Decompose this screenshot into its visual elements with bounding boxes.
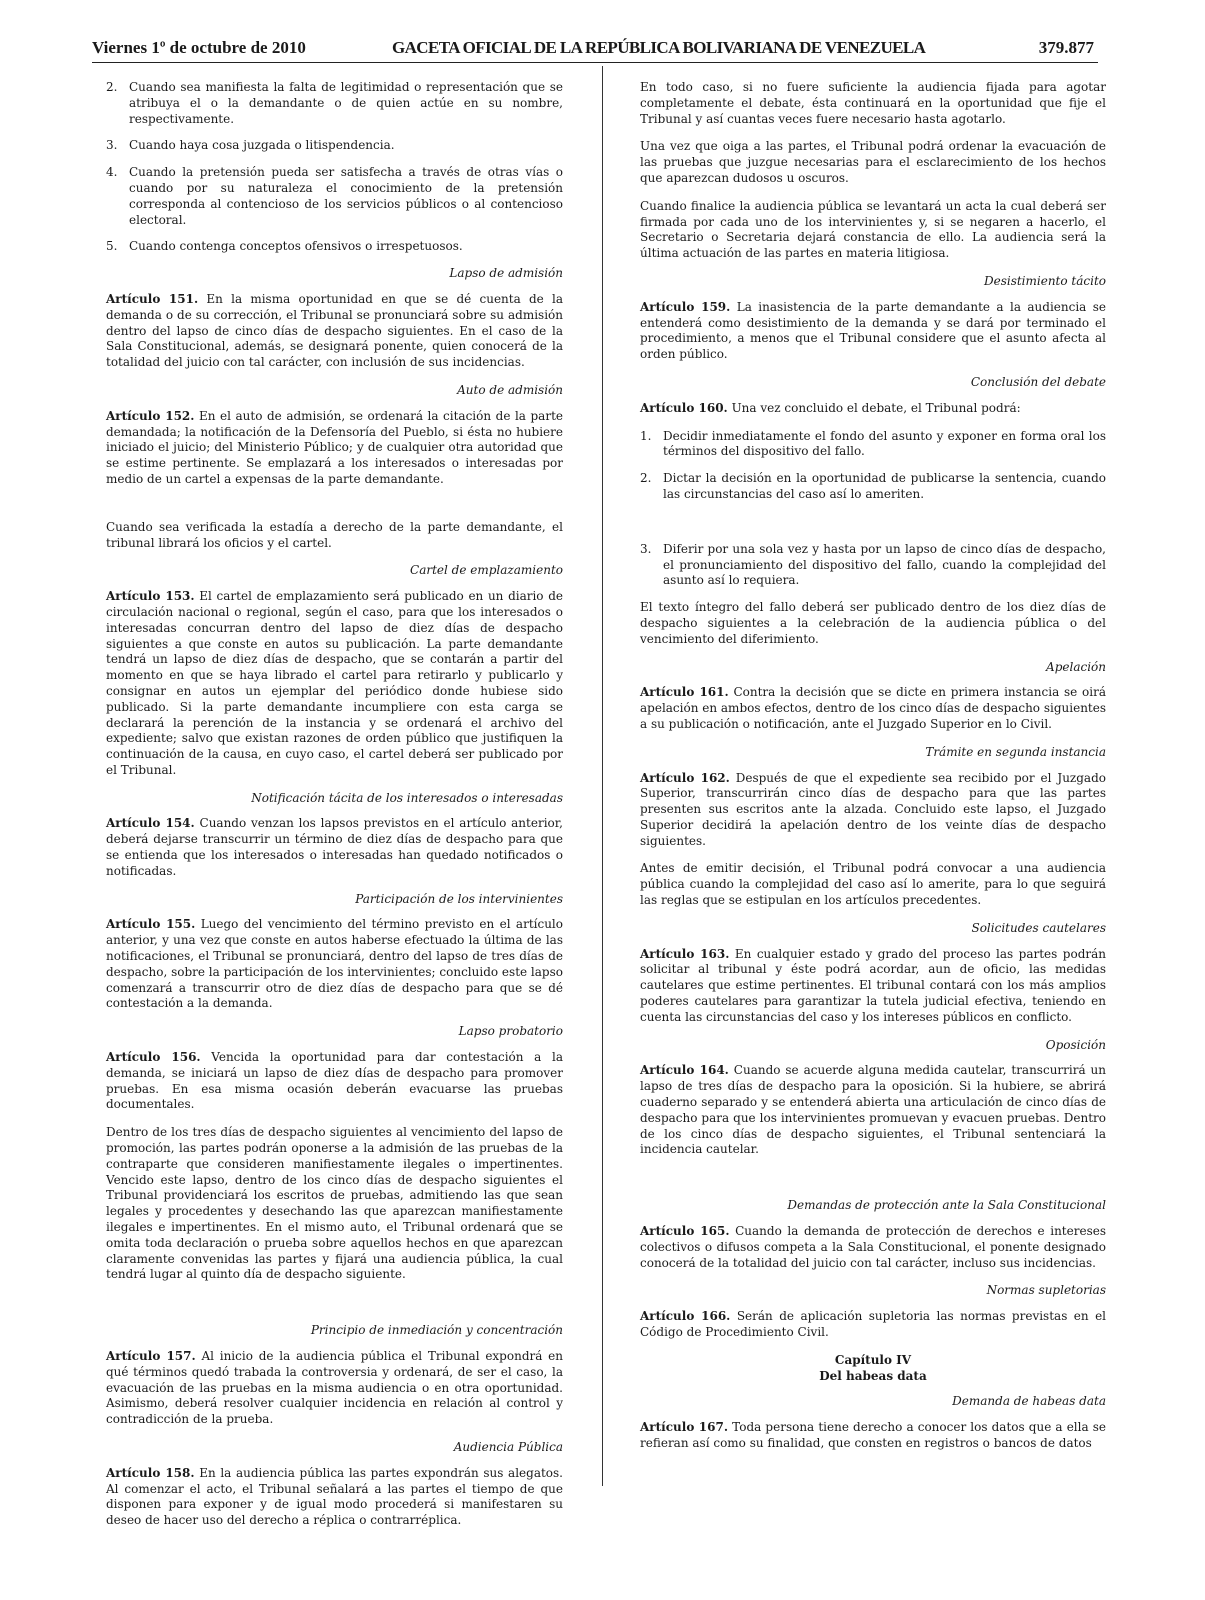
article-label: Artículo 157. xyxy=(106,1349,196,1363)
article-164 xyxy=(640,1063,1106,1158)
article-158 xyxy=(106,1466,563,1529)
list-text: Dictar la decisión en la oportunidad de publicarse la sentencia, cuando las circunstancias del caso así lo ameriten. xyxy=(663,471,1106,501)
article-162 xyxy=(640,771,1106,850)
article-text: Cuando venzan los lapsos previstos en el artículo anterior, deberá dejarse transcurrir un término de diez días de despacho para que se entienda que los interesados o interesadas han quedado notificados o notificadas. xyxy=(106,816,563,878)
article-label: Artículo 167. xyxy=(640,1420,729,1435)
article-label: Artículo 158. xyxy=(106,1465,195,1480)
section-heading: Notificación tácita de los interesados o interesadas xyxy=(251,790,563,805)
section-heading: Oposición xyxy=(1045,1037,1106,1052)
article-text: Cuando se acuerde alguna medida cautelar, transcurrirá un lapso de tres días de despacho para la oposición. Si la hubiere, se abrirá cuaderno separado y se entenderá abierta una articulación de cinco días de despacho para que los intervinientes promuevan y evacuen pruebas. Dentro de los cinco días de despacho siguientes, el Tribunal sentenciará la incidencia cautelar. xyxy=(640,1063,1106,1157)
section-heading: Auto de admisión xyxy=(457,382,563,397)
paragraph: El texto íntegro del fallo deberá ser publicado dentro de los diez días de despacho siguientes a la celebración de la audiencia pública o del vencimiento del diferimiento. xyxy=(640,600,1106,646)
list-number: 4. xyxy=(106,165,118,180)
section-heading: Solicitudes cautelares xyxy=(971,920,1106,935)
column-divider xyxy=(602,66,603,1486)
article-159 xyxy=(640,300,1106,363)
article-156 xyxy=(106,1050,563,1113)
article-161 xyxy=(640,685,1106,732)
section-heading: Lapso probatorio xyxy=(458,1024,563,1039)
article-152 xyxy=(106,409,563,488)
article-text: Al inicio de la audiencia pública el Tribunal expondrá en qué términos quedó trabada la controversia y ordenará, de ser el caso, la evacuación de las pruebas en la misma audiencia o en otra oportunidad. Asimismo, deberá resolver cualquier incidencia en relación al control y contradicción de la prueba. xyxy=(106,1349,563,1427)
left-column xyxy=(106,80,563,1541)
article-label: Artículo 152. xyxy=(106,408,195,423)
paragraph: Cuando sea verificada la estadía a derecho de la parte demandante, el tribunal librará los oficios y el cartel. xyxy=(106,519,563,550)
article-label: Artículo 160. xyxy=(640,400,728,415)
article-text: Vencida la oportunidad para dar contestación a la demanda, se iniciará un lapso de diez días de despacho para promover pruebas. En esa misma ocasión deberán evacuarse las pruebas documentales. xyxy=(106,1050,563,1112)
paragraph: Dentro de los tres días de despacho siguientes al vencimiento del lapso de promoción, las partes podrán oponerse a la admisión de las pruebas de la contraparte que consideren manifiestamente ilegales o impertinentes. Vencido este lapso, dentro de los cinco días de despacho siguientes el Tribunal providenciará los escritos de pruebas, admitiendo las que sean legales y procedentes y desechando las que aparezcan manifiestamente ilegales e impertinentes. En el mismo auto, el Tribunal ordenará que se omita toda declaración o prueba sobre aquellos hechos en que aparezcan claramente convenidas las partes y fijará una audiencia pública, la cual tendrá lugar al quinto día de despacho siguiente. xyxy=(106,1125,563,1282)
section-heading: Trámite en segunda instancia xyxy=(925,744,1106,759)
article-text: Luego del vencimiento del término previsto en el artículo anterior, y una vez que conste en autos haberse efectuado la última de las notificaciones, el Tribunal se pronunciará, dentro del lapso de tres días de despacho, sobre la participación de los intervinientes; concluido este lapso comenzará a transcurrir otro de diez días de despacho para que se dé contestación a la demanda. xyxy=(106,917,563,1011)
article-165 xyxy=(640,1224,1106,1271)
article-text: En la misma oportunidad en que se dé cuenta de la demanda o de su corrección, el Tribunal se pronunciará sobre su admisión dentro del lapso de cinco días de despacho siguientes. En el caso de la Sala Constitucional, además, se designará ponente, quien conocerá de la totalidad del juicio con tal carácter, con inclusión de sus incidencias. xyxy=(106,291,563,370)
article-label: Artículo 164. xyxy=(640,1063,729,1078)
article-label: Artículo 155. xyxy=(106,917,196,932)
article-text: Toda persona tiene derecho a conocer los datos que a ella se refieran así como su finalidad, que consten en registros o bancos de datos xyxy=(640,1420,1106,1450)
article-text: Contra la decisión que se dicte en primera instancia se oirá apelación en ambos efectos, dentro de los cinco días de despacho siguientes a su publicación o notificación, ante el Juzgado Superior en lo Civil. xyxy=(640,685,1106,731)
list-text: Cuando sea manifiesta la falta de legitimidad o representación que se atribuya el o la demandante o de quien actúe en su nombre, respectivamente. xyxy=(129,80,563,126)
list-number: 5. xyxy=(106,239,118,254)
list-number: 3. xyxy=(640,541,652,556)
section-heading: Participación de los intervinientes xyxy=(355,891,563,906)
section-heading: Apelación xyxy=(1046,659,1106,674)
article-label: Artículo 153. xyxy=(106,589,195,604)
article-text: Serán de aplicación supletoria las normas previstas en el Código de Procedimiento Civil. xyxy=(640,1309,1107,1340)
article-label: Artículo 161. xyxy=(640,685,729,700)
paragraph: Antes de emitir decisión, el Tribunal podrá convocar a una audiencia pública cuando la complejidad del caso así lo amerite, para lo que seguirá las reglas que se estipulan en los artículos precedentes. xyxy=(640,861,1106,908)
article-label: Artículo 165. xyxy=(640,1224,730,1239)
article-text: En la audiencia pública las partes expondrán sus alegatos. Al comenzar el acto, el Tribunal señalará a las partes el tiempo de que disponen para exponer y de igual modo procederá si manifestaren su deseo de hacer uso del derecho a réplica o contrarréplica. xyxy=(106,1465,563,1528)
list-number: 1. xyxy=(640,428,652,443)
list-text: Cuando haya cosa juzgada o litispendencia. xyxy=(129,138,395,153)
article-163 xyxy=(640,947,1106,1026)
article-text: Después de que el expediente sea recibido por el Juzgado Superior, transcurrirán cinco días de despacho para que las partes presenten sus escritos ante la alzada. Concluido este lapso, el Juzgado Superior decidirá la apelación dentro de los veinte días de despacho siguientes. xyxy=(640,770,1106,848)
article-text: La inasistencia de la parte demandante a la audiencia se entenderá como desistimiento de la demanda y se dará por terminado el procedimiento, a menos que el Tribunal considere que el asunto afecta al orden público. xyxy=(640,299,1106,362)
article-text: El cartel de emplazamiento será publicado en un diario de circulación nacional o regional, según el caso, para que los interesados o interesadas concurran dentro del lapso de diez días de despacho siguientes a que conste en autos su publicación. La parte demandante tendrá un lapso de diez días de despacho, que se contarán a partir del momento en que se haya librado el cartel para retirarlo y publicarlo y consignar en autos un ejemplar del periódico donde hubiese sido publicado. Si la parte demandante incumpliere con esta carga se declarará la perención de la instancia y se ordenará el archivo del expediente; salvo que existan razones de orden público que justifiquen la continuación de la causa, en cuyo caso, el cartel deberá ser publicado por el Tribunal. xyxy=(106,589,563,777)
paragraph: En todo caso, si no fuere suficiente la audiencia fijada para agotar completamente el debate, ésta continuará en la oportunidad que fije el Tribunal y así cuantas veces fuere necesario hasta agotarlo. xyxy=(640,80,1106,126)
section-heading: Audiencia Pública xyxy=(453,1439,563,1454)
chapter-number: Capítulo IV xyxy=(834,1352,912,1367)
article-154 xyxy=(106,816,563,879)
list-item xyxy=(640,542,1106,589)
right-column xyxy=(640,80,1106,1464)
header-title: GACETA OFICIAL DE LA REPÚBLICA BOLIVARIANA DE VENEZUELA xyxy=(392,38,926,57)
list-text: Decidir inmediatamente el fondo del asunto y exponer en forma oral los términos del dispositivo del fallo. xyxy=(663,428,1106,459)
article-label: Artículo 159. xyxy=(640,299,731,314)
section-heading: Cartel de emplazamiento xyxy=(410,563,563,578)
article-label: Artículo 166. xyxy=(640,1309,731,1324)
list-item xyxy=(640,471,1106,503)
list-text: Diferir por una sola vez y hasta por un lapso de cinco días de despacho, el pronunciamiento del dispositivo del fallo, cuando la complejidad del asunto así lo requiera. xyxy=(663,541,1106,588)
list-item xyxy=(106,239,563,255)
article-151 xyxy=(106,292,563,371)
article-label: Artículo 156. xyxy=(106,1050,201,1065)
paragraph: Una vez que oiga a las partes, el Tribunal podrá ordenar la evacuación de las pruebas que juzgue necesarias para el esclarecimiento de los hechos que aparezcan dudosos u oscuros. xyxy=(640,139,1106,185)
list-item xyxy=(106,80,563,127)
article-157 xyxy=(106,1349,563,1428)
list-number: 2. xyxy=(106,80,118,94)
article-label: Artículo 154. xyxy=(106,816,195,831)
article-label: Artículo 163. xyxy=(640,946,730,961)
article-167 xyxy=(640,1420,1106,1452)
article-153 xyxy=(106,589,563,779)
list-number: 2. xyxy=(640,471,652,486)
paragraph: Cuando finalice la audiencia pública se levantará un acta la cual deberá ser firmada por cada uno de los intervinientes y, si se negaren a hacerlo, el Secretario o Secretaria dejará constancia de ello. La audiencia será la última actuación de las partes en materia litigiosa. xyxy=(640,198,1106,261)
chapter-title: Del habeas data xyxy=(819,1368,927,1383)
list-text: Cuando contenga conceptos ofensivos o irrespetuosos. xyxy=(129,239,463,254)
article-160 xyxy=(640,401,1106,417)
list-text: Cuando la pretensión pueda ser satisfecha a través de otras vías o cuando por su naturaleza el conocimiento de la pretensión corresponda al contencioso de los servicios públicos o al contencioso electoral. xyxy=(129,165,563,227)
section-heading: Principio de inmediación y concentración xyxy=(310,1323,563,1338)
section-heading: Demandas de protección ante la Sala Constitucional xyxy=(787,1198,1106,1213)
article-text: Una vez concluido el debate, el Tribunal podrá: xyxy=(731,400,1021,415)
section-heading: Demanda de habeas data xyxy=(952,1394,1106,1409)
list-number: 3. xyxy=(106,138,118,153)
list-item xyxy=(640,429,1106,461)
article-label: Artículo 162. xyxy=(640,770,730,785)
article-text: En cualquier estado y grado del proceso las partes podrán solicitar al tribunal y éste podrá acordar, aun de oficio, las medidas cautelares que estime pertinentes. El tribunal contará con los más amplios poderes cautelares para garantizar la tutela judicial efectiva, teniendo en cuenta las circunstancias del caso y los intereses públicos en conflicto. xyxy=(640,946,1106,1024)
article-text: Cuando la demanda de protección de derechos e intereses colectivos o difusos competa a la Sala Constitucional, el ponente designado conocerá de la totalidad del juicio con tal carácter, incluso sus incidencias. xyxy=(640,1224,1106,1270)
section-heading: Normas supletorias xyxy=(986,1283,1106,1298)
section-heading: Conclusión del debate xyxy=(970,374,1106,389)
header-page-number: 379.877 xyxy=(1038,38,1094,57)
section-heading: Lapso de admisión xyxy=(449,266,563,281)
list-item xyxy=(106,165,563,228)
page-header xyxy=(92,38,1098,63)
article-text: En el auto de admisión, se ordenará la citación de la parte demandada; la notificación de la Defensoría del Pueblo, si ésta no hubiere iniciado el juicio; del Ministerio Público; y de cualquier otra autoridad que se estime pertinente. Se emplazará a los interesados o interesadas por medio de un cartel a expensas de la parte demandante. xyxy=(106,408,563,486)
section-heading: Desistimiento tácito xyxy=(983,273,1106,288)
article-label: Artículo 151. xyxy=(106,291,199,306)
article-166 xyxy=(640,1309,1106,1341)
list-item xyxy=(106,138,563,154)
article-155 xyxy=(106,917,563,1012)
header-date: Viernes 1º de octubre de 2010 xyxy=(92,38,306,57)
chapter-heading xyxy=(640,1353,1106,1385)
